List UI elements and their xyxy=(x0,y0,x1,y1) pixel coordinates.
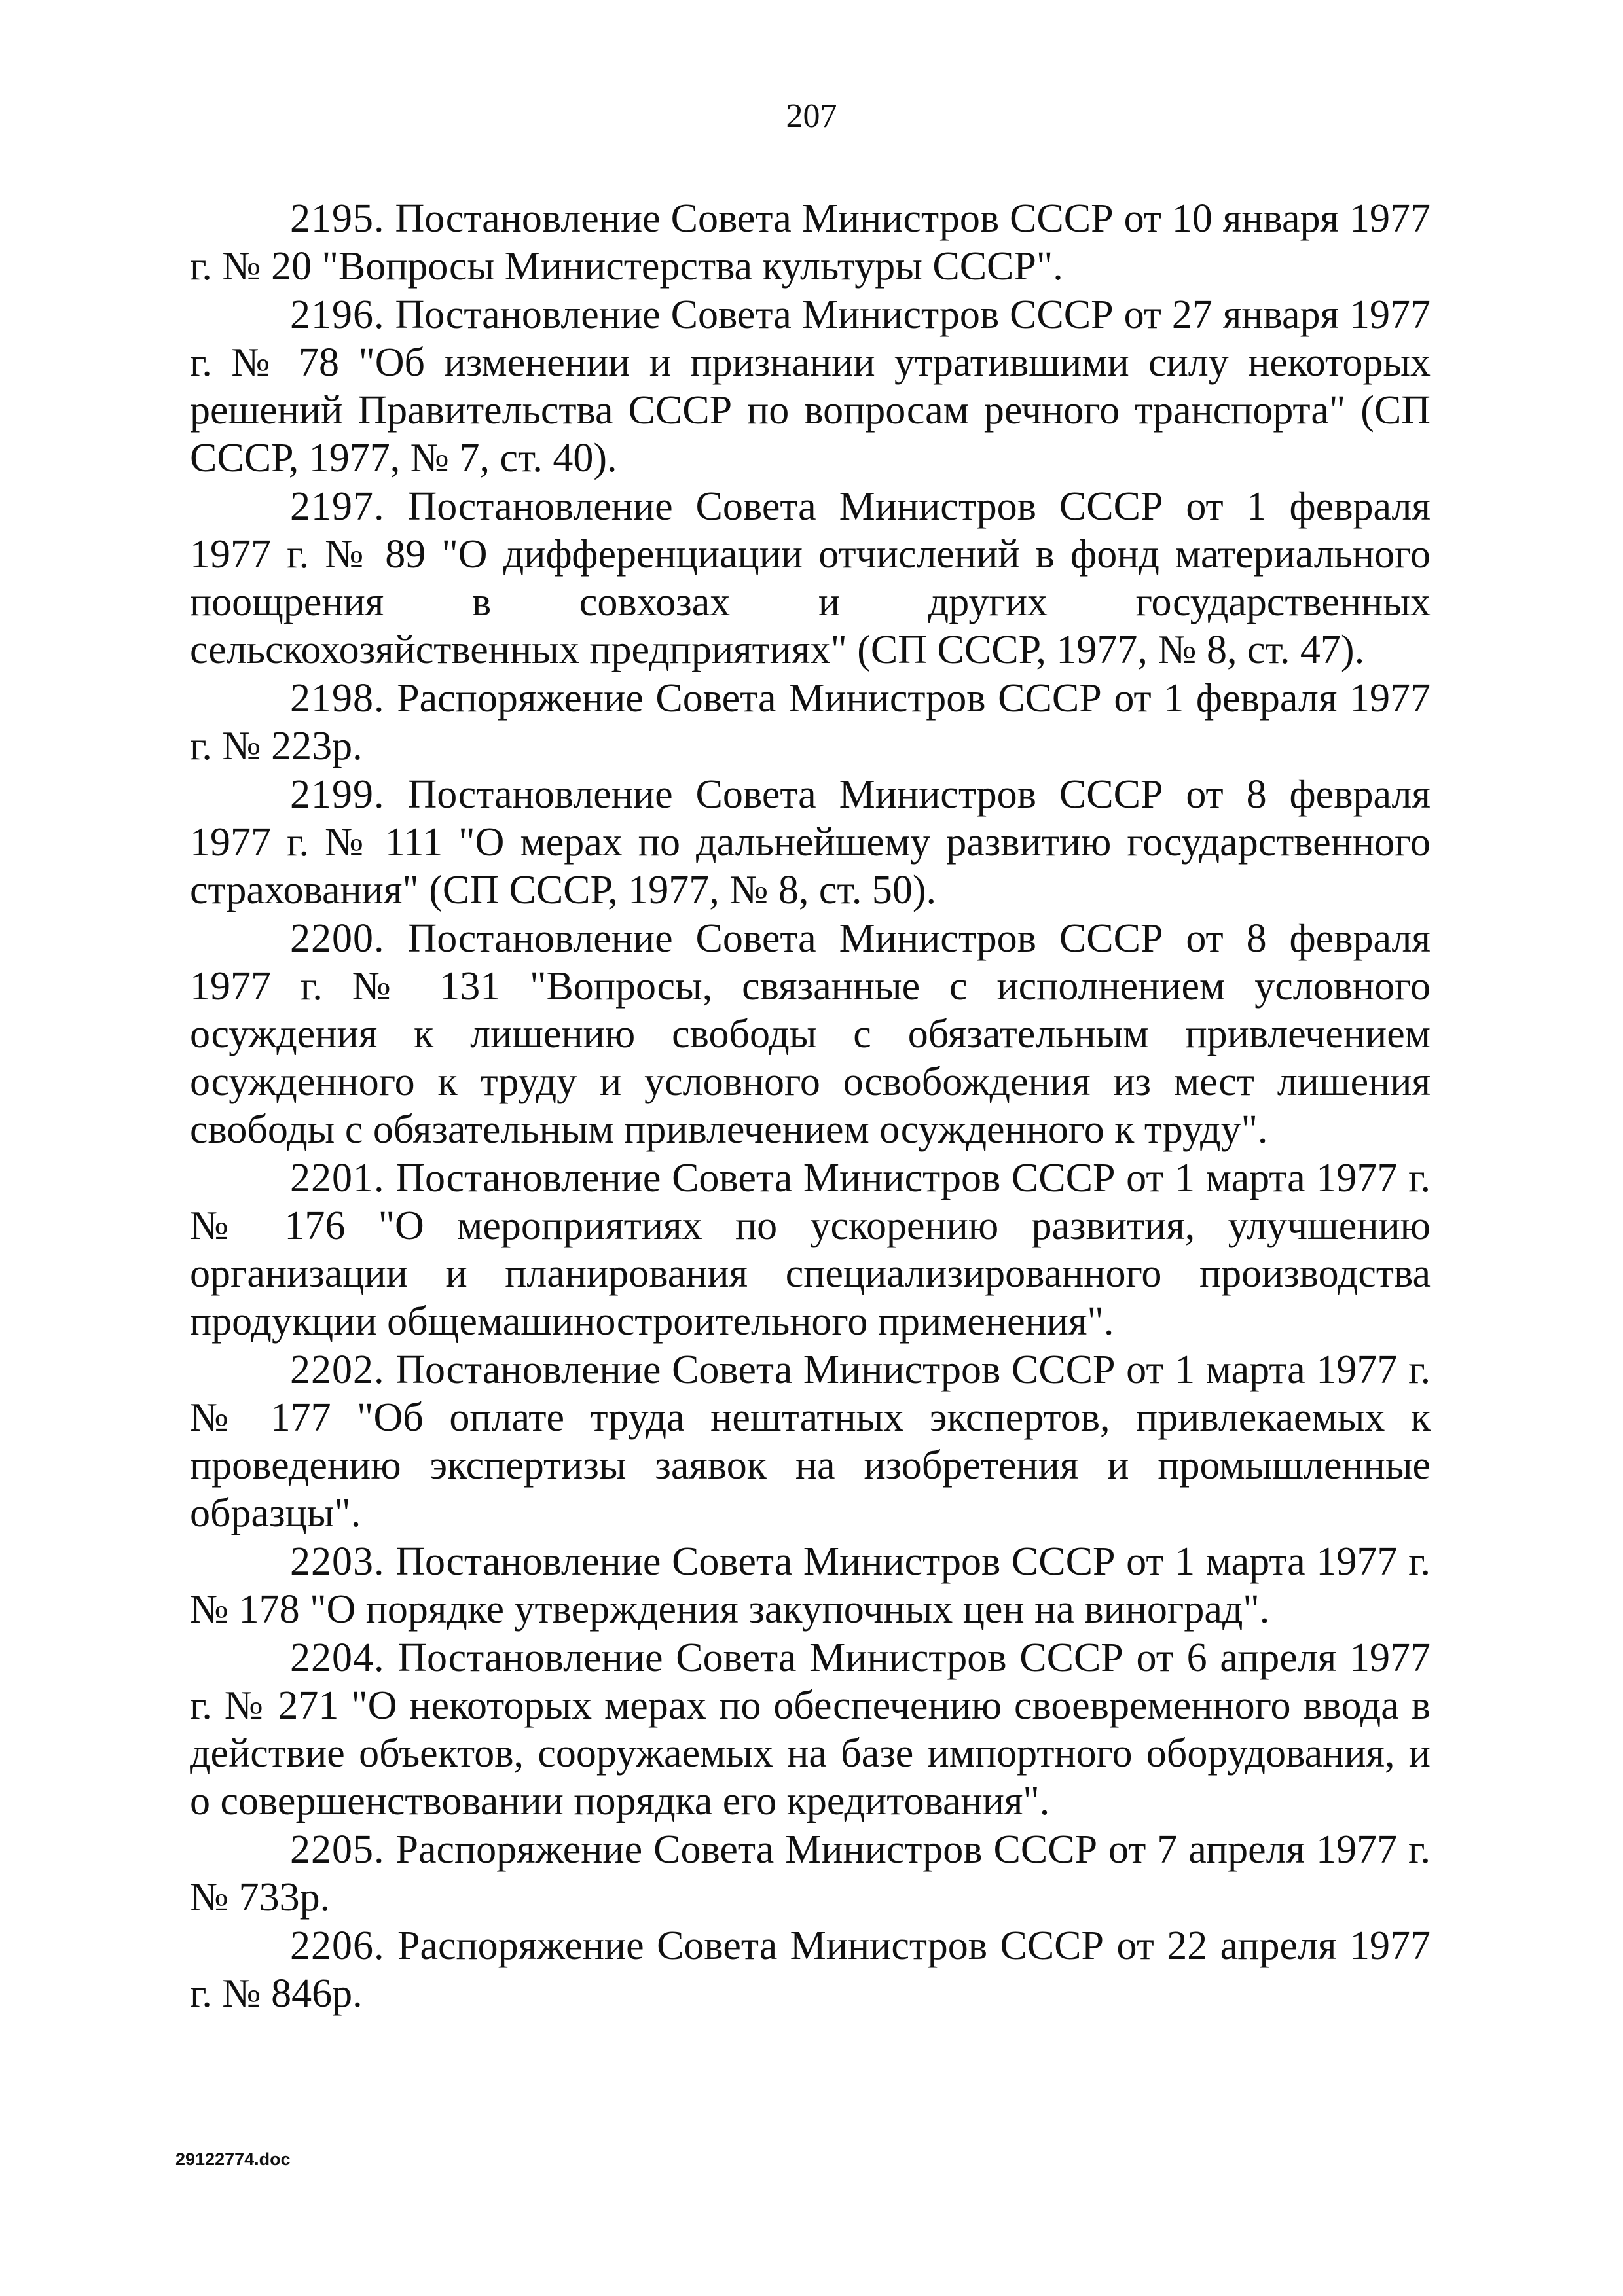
entry-number: 2203. xyxy=(290,1539,385,1584)
entry-number: 2204. xyxy=(290,1636,385,1680)
entry-text: Распоряжение Совета Министров СССР от 7 апреля 1977 г. № 733р. xyxy=(190,1827,1431,1920)
entry-text: Постановление Совета Министров СССР от 10 января 1977 г. № 20 "Вопросы Министерства культуры СССР". xyxy=(190,196,1431,289)
entry-list xyxy=(190,195,1431,2018)
document-filename: 29122774.doc xyxy=(175,2149,291,2169)
entry-text: Постановление Совета Министров СССР от 1 марта 1977 г. № 177 "Об оплате труда нештатных экспертов, привлекаемых к проведению экспертизы заявок на изобретения и промышленные образцы". xyxy=(190,1348,1431,1535)
entry-text: Постановление Совета Министров СССР от 8 февраля 1977 г. № 111 "О мерах по дальнейшему развитию государственного страхования" (СП СССР, 1977, № 8, ст. 50). xyxy=(190,772,1431,912)
entry-number: 2196. xyxy=(290,293,385,337)
list-item xyxy=(190,195,1431,291)
entry-text: Распоряжение Совета Министров СССР от 1 февраля 1977 г. № 223р. xyxy=(190,676,1431,768)
entry-number: 2206. xyxy=(290,1924,385,1968)
entry-text: Постановление Совета Министров СССР от 27 января 1977 г. № 78 "Об изменении и признании утратившими силу некоторых решений Правительства СССР по вопросам речного транспорта" (СП СССР, 1977, № 7, ст. 40). xyxy=(190,293,1431,480)
entry-text: Постановление Совета Министров СССР от 1 марта 1977 г. № 178 "О порядке утверждения закупочных цен на виноград". xyxy=(190,1539,1431,1632)
list-item xyxy=(190,915,1431,1154)
entry-text: Постановление Совета Министров СССР от 1 марта 1977 г. № 176 "О мероприятиях по ускорению развития, улучшению организации и планирования специализированного производства продукции общемашиностроительного применения". xyxy=(190,1156,1431,1344)
entry-text: Распоряжение Совета Министров СССР от 22 апреля 1977 г. № 846р. xyxy=(190,1924,1431,2016)
list-item xyxy=(190,1826,1431,1922)
entry-number: 2205. xyxy=(290,1827,385,1872)
entry-number: 2202. xyxy=(290,1348,385,1392)
entry-text: Постановление Совета Министров СССР от 6 апреля 1977 г. № 271 "О некоторых мерах по обеспечению своевременного ввода в действие объектов, сооружаемых на базе импортного оборудования, и о совершенствовании порядка его кредитования". xyxy=(190,1636,1431,1823)
entry-number: 2198. xyxy=(290,676,385,721)
list-item xyxy=(190,771,1431,914)
list-item xyxy=(190,675,1431,770)
list-item xyxy=(190,291,1431,482)
entry-number: 2195. xyxy=(290,196,385,241)
entry-text: Постановление Совета Министров СССР от 1 февраля 1977 г. № 89 "О дифференциации отчислений в фонд материального поощрения в совхозах и других государственных сельскохозяйственных предприятиях" (СП СССР, 1977, № 8, ст. 47). xyxy=(190,484,1431,672)
list-item xyxy=(190,1155,1431,1346)
list-item xyxy=(190,1346,1431,1537)
list-item xyxy=(190,1634,1431,1825)
entry-number: 2199. xyxy=(290,772,385,817)
list-item xyxy=(190,1922,1431,2018)
entry-number: 2201. xyxy=(290,1156,385,1200)
entry-number: 2200. xyxy=(290,916,385,961)
list-item xyxy=(190,483,1431,674)
list-item xyxy=(190,1538,1431,1634)
page-number: 207 xyxy=(786,98,837,135)
entry-number: 2197. xyxy=(290,484,385,529)
entry-text: Постановление Совета Министров СССР от 8 февраля 1977 г. № 131 "Вопросы, связанные с исполнением условного осуждения к лишению свободы с обязательным привлечением осужденного к труду и условного освобождения из мест лишения свободы с обязательным привлечением осужденного к труду". xyxy=(190,916,1431,1152)
